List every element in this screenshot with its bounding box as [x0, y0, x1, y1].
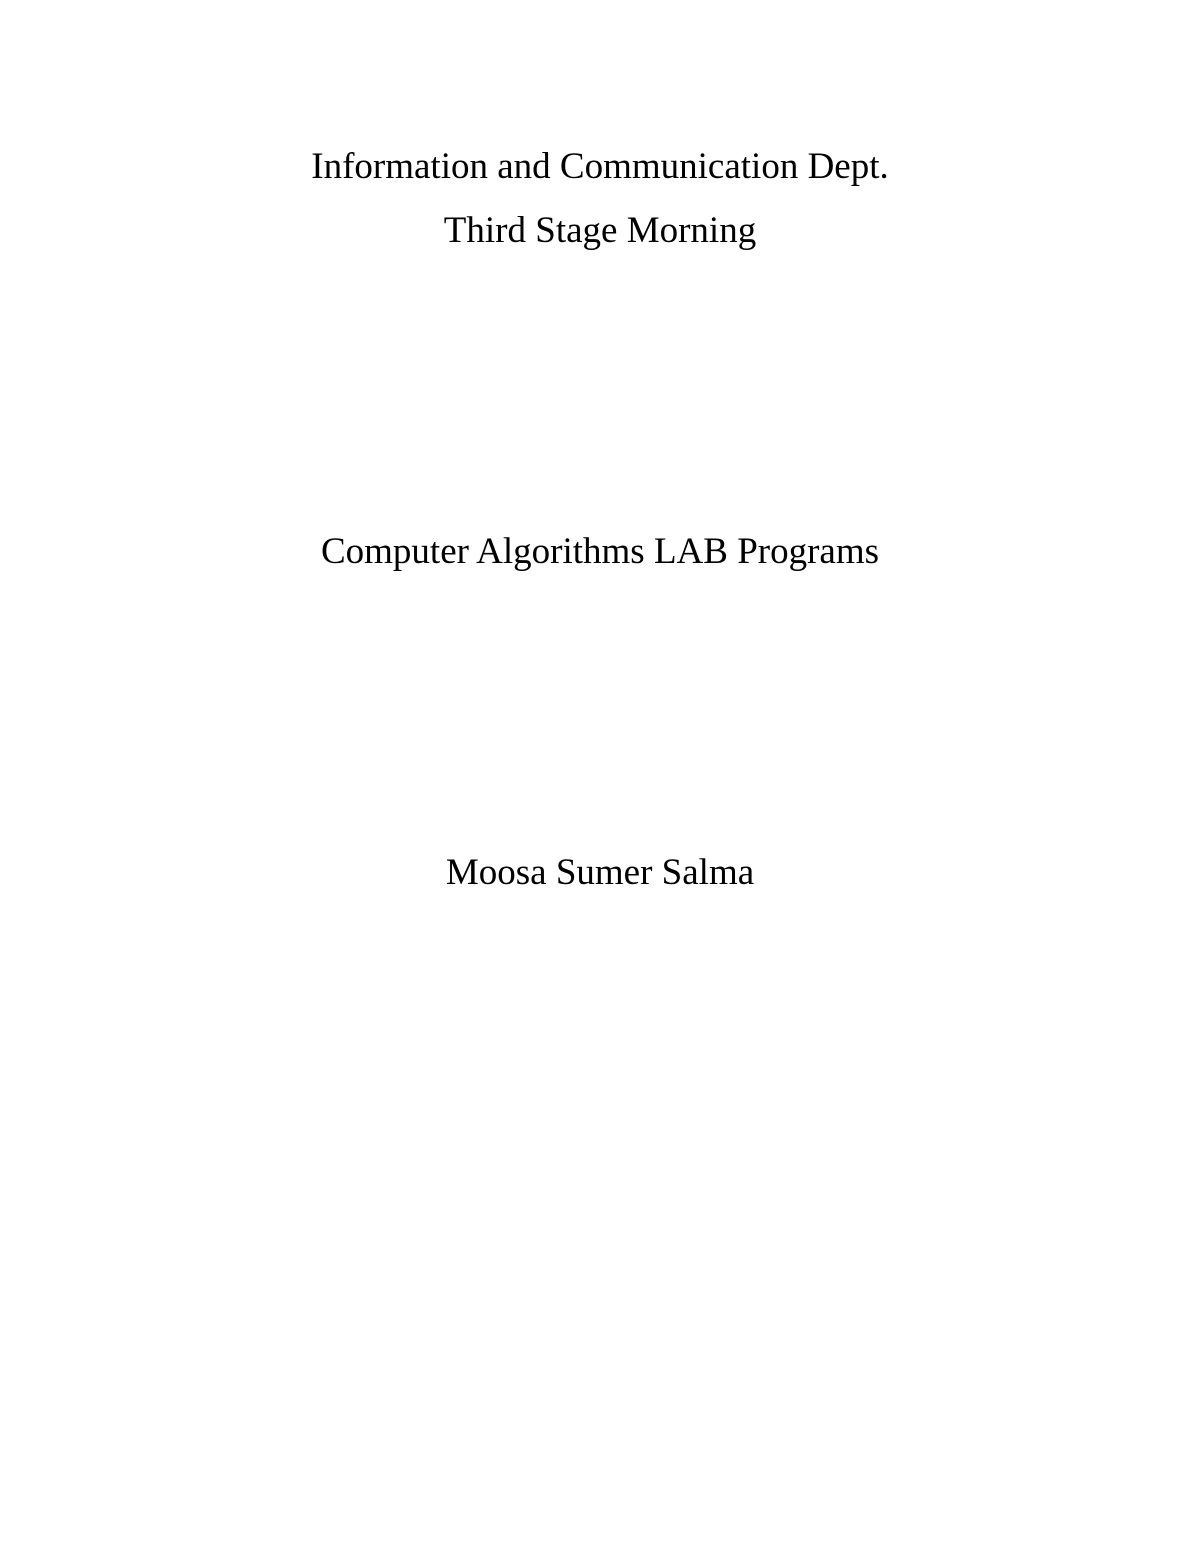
author-name: Moosa Sumer Salma [445, 852, 755, 893]
department-heading: Information and Communication Dept. [311, 146, 889, 187]
stage-heading: Third Stage Morning [443, 210, 757, 251]
course-title: Computer Algorithms LAB Programs [320, 531, 880, 572]
